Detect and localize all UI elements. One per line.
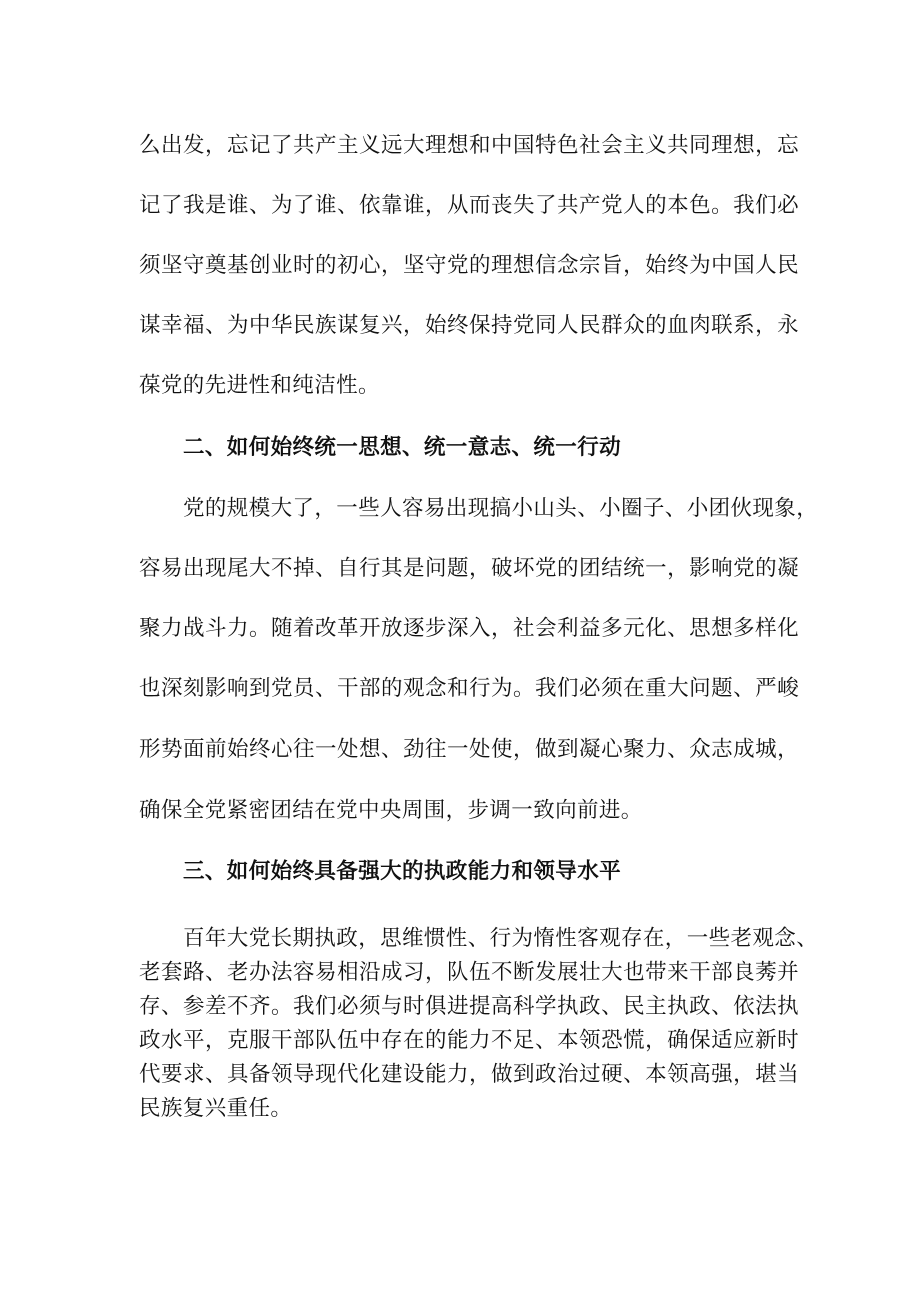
paragraph-2-line-1: 党的规模大了，一些人容易出现搞小山头、小圈子、小团伙现象， — [183, 496, 819, 521]
section-heading-3: 三、如何始终具备强大的执政能力和领导水平 — [183, 859, 622, 884]
paragraph-2-line-5: 形势面前始终心往一处想、劲往一处使，做到凝心聚力、众志成城， — [139, 737, 799, 762]
paragraph-3-line-2: 老套路、老办法容易相沿成习，队伍不断发展壮大也带来干部良莠并 — [139, 960, 799, 985]
paragraph-1-line-3: 须坚守奠基创业时的初心，坚守党的理想信念宗旨，始终为中国人民 — [139, 253, 799, 278]
paragraph-2-line-3: 聚力战斗力。随着改革开放逐步深入，社会利益多元化、思想多样化 — [139, 616, 799, 641]
paragraph-3-line-6: 民族复兴重任。 — [139, 1096, 293, 1121]
paragraph-3-line-3: 存、参差不齐。我们必须与时俱进提高科学执政、民主执政、依法执 — [139, 994, 799, 1019]
paragraph-2-line-4: 也深刻影响到党员、干部的观念和行为。我们必须在重大问题、严峻 — [139, 676, 799, 701]
paragraph-2-line-6: 确保全党紧密团结在党中央周围，步调一致向前进。 — [139, 798, 643, 823]
paragraph-1-line-1: 么出发，忘记了共产主义远大理想和中国特色社会主义共同理想，忘 — [139, 133, 799, 158]
paragraph-3-line-5: 代要求、具备领导现代化建设能力，做到政治过硬、本领高强，堪当 — [139, 1062, 799, 1087]
section-heading-2: 二、如何始终统一思想、统一意志、统一行动 — [183, 435, 622, 460]
paragraph-2-line-2: 容易出现尾大不掉、自行其是问题，破坏党的团结统一，影响党的凝 — [139, 556, 799, 581]
paragraph-1-line-2: 记了我是谁、为了谁、依靠谁，从而丧失了共产党人的本色。我们必 — [139, 193, 799, 218]
paragraph-3-line-1: 百年大党长期执政，思维惯性、行为惰性客观存在，一些老观念、 — [183, 926, 819, 951]
paragraph-1-line-4: 谋幸福、为中华民族谋复兴，始终保持党同人民群众的血肉联系，永 — [139, 313, 799, 338]
paragraph-3-line-4: 政水平，克服干部队伍中存在的能力不足、本领恐慌，确保适应新时 — [139, 1028, 799, 1053]
paragraph-1-line-5: 葆党的先进性和纯洁性。 — [139, 373, 380, 398]
